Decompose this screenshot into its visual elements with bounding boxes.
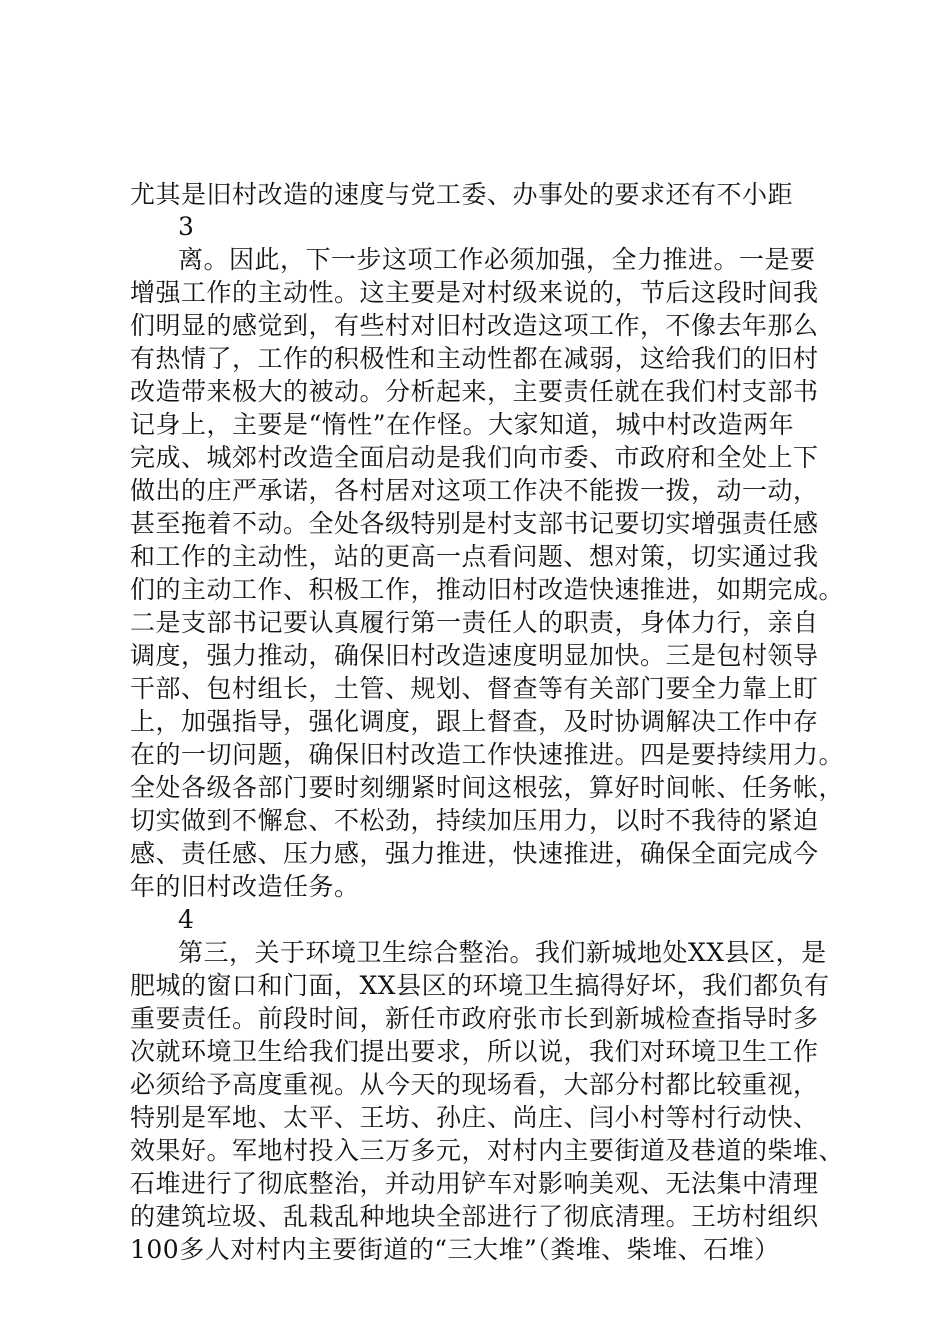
- paragraph-line-9: 甚至拖着不动。全处各级特别是村支部书记要切实增强责任感: [130, 509, 819, 538]
- paragraph-line-5: 改造带来极大的被动。分析起来，主要责任就在我们村支部书: [130, 377, 819, 406]
- section-line-9: 的建筑垃圾、乱栽乱种地块全部进行了彻底清理。王坊村组织: [130, 1202, 819, 1231]
- text-line-1: 尤其是旧村改造的速度与党工委、办事处的要求还有不小距: [130, 180, 794, 209]
- page-marker-4: 4: [178, 905, 195, 934]
- section-line-10: 100多人对村内主要街道的“三大堆”（粪堆、柴堆、石堆）: [130, 1235, 780, 1264]
- paragraph-line-8: 做出的庄严承诺，各村居对这项工作决不能拨一拨，动一动，: [130, 476, 819, 505]
- paragraph-line-6: 记身上，主要是“惰性”在作怪。大家知道，城中村改造两年: [130, 410, 795, 439]
- paragraph-line-20: 年的旧村改造任务。: [130, 872, 360, 901]
- paragraph-line-19: 感、责任感、压力感，强力推进，快速推进，确保全面完成今: [130, 839, 819, 868]
- section-line-3: 重要责任。前段时间，新任市政府张市长到新城检查指导时多: [130, 1004, 819, 1033]
- paragraph-line-17: 全处各级各部门要时刻绷紧时间这根弦，算好时间帐、任务帐，: [130, 773, 845, 802]
- section-line-5: 必须给予高度重视。从今天的现场看，大部分村都比较重视，: [130, 1070, 819, 1099]
- section-line-2: 肥城的窗口和门面，XX县区的环境卫生搞得好坏，我们都负有: [130, 971, 830, 1000]
- paragraph-line-18: 切实做到不懈怠、不松劲，持续加压用力，以时不我待的紧迫: [130, 806, 819, 835]
- paragraph-line-4: 有热情了，工作的积极性和主动性都在减弱，这给我们的旧村: [130, 344, 819, 373]
- paragraph-line-2: 增强工作的主动性。这主要是对村级来说的，节后这段时间我: [130, 278, 819, 307]
- paragraph-line-1: 离。因此，下一步这项工作必须加强，全力推进。一是要: [178, 245, 816, 274]
- page-marker-3: 3: [178, 212, 195, 241]
- paragraph-line-14: 干部、包村组长，土管、规划、督查等有关部门要全力靠上盯: [130, 674, 819, 703]
- section-line-1: 第三，关于环境卫生综合整治。我们新城地处XX县区，是: [178, 938, 827, 967]
- paragraph-line-7: 完成、城郊村改造全面启动是我们向市委、市政府和全处上下: [130, 443, 819, 472]
- paragraph-line-16: 在的一切问题，确保旧村改造工作快速推进。四是要持续用力。: [130, 740, 845, 769]
- paragraph-line-12: 二是支部书记要认真履行第一责任人的职责，身体力行，亲自: [130, 608, 819, 637]
- paragraph-line-11: 们的主动工作、积极工作，推动旧村改造快速推进，如期完成。: [130, 575, 845, 604]
- paragraph-line-3: 们明显的感觉到，有些村对旧村改造这项工作，不像去年那么: [130, 311, 819, 340]
- section-line-4: 次就环境卫生给我们提出要求，所以说，我们对环境卫生工作: [130, 1037, 819, 1066]
- section-line-8: 石堆进行了彻底整治，并动用铲车对影响美观、无法集中清理: [130, 1169, 819, 1198]
- section-line-6: 特别是军地、太平、王坊、孙庄、尚庄、闫小村等村行动快、: [130, 1103, 819, 1132]
- section-line-7: 效果好。军地村投入三万多元，对村内主要街道及巷道的柴堆、: [130, 1136, 845, 1165]
- paragraph-line-13: 调度，强力推动，确保旧村改造速度明显加快。三是包村领导: [130, 641, 819, 670]
- paragraph-line-15: 上，加强指导，强化调度，跟上督查，及时协调解决工作中存: [130, 707, 819, 736]
- paragraph-line-10: 和工作的主动性，站的更高一点看问题、想对策，切实通过我: [130, 542, 819, 571]
